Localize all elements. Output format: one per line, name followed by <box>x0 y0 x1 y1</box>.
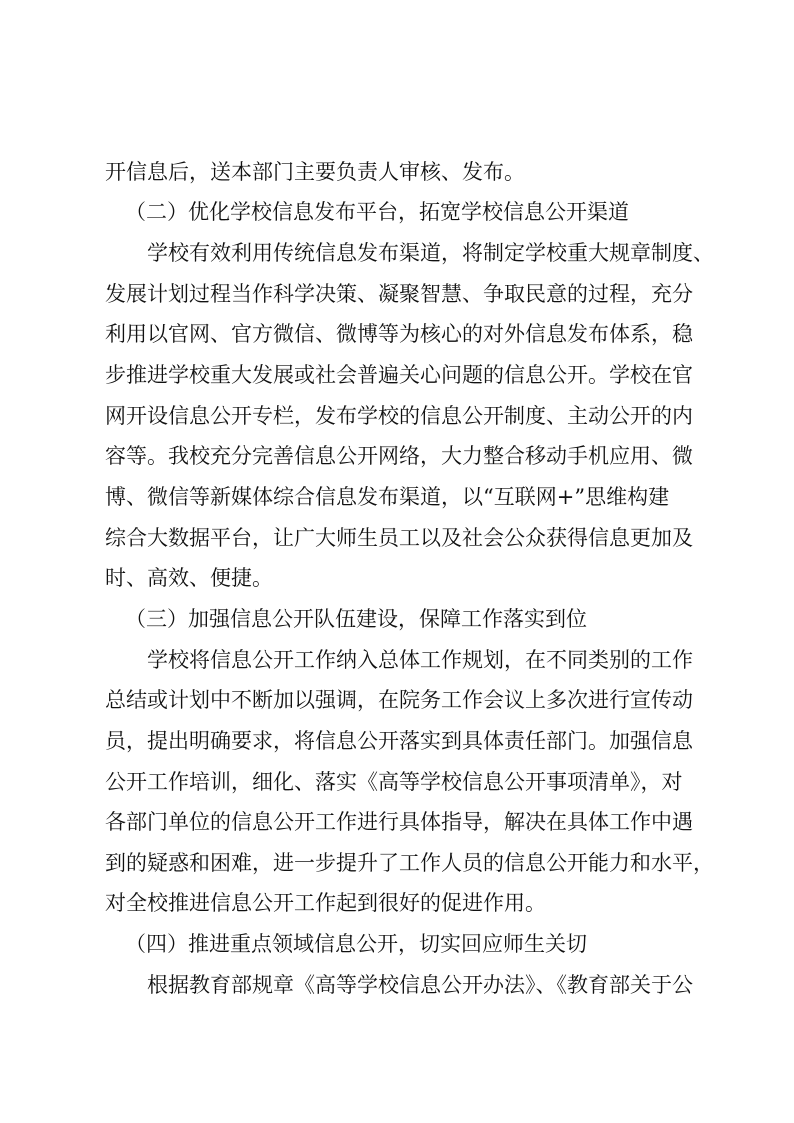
paragraph-line: 网开设信息公开专栏，发布学校的信息公开制度、主动公开的内 <box>105 404 693 428</box>
section-heading-4: （四）推进重点领域信息公开，切实回应师生关切 <box>125 932 587 956</box>
section-heading-2: （二）优化学校信息发布平台，拓宽学校信息公开渠道 <box>125 200 629 224</box>
paragraph-line: 综合大数据平台，让广大师生员工以及社会公众获得信息更加及 <box>105 526 693 550</box>
paragraph-line: 公开工作培训，细化、落实《高等学校信息公开事项清单》，对 <box>105 770 683 794</box>
paragraph-line: 学校将信息公开工作纳入总体工作规划，在不同类别的工作 <box>147 648 693 672</box>
paragraph-line: 发展计划过程当作科学决策、凝聚智慧、争取民意的过程，充分 <box>105 282 693 306</box>
section-heading-3: （三）加强信息公开队伍建设，保障工作落实到位 <box>125 607 587 631</box>
paragraph-line: 对全校推进信息公开工作起到很好的促进作用。 <box>105 891 546 915</box>
paragraph-line: 总结或计划中不断加以强调，在院务工作会议上多次进行宣传动 <box>105 688 693 712</box>
paragraph-line: 各部门单位的信息公开工作进行具体指导，解决在具体工作中遇 <box>105 810 693 834</box>
paragraph-line: 步推进学校重大发展或社会普遍关心问题的信息公开。学校在官 <box>105 363 693 387</box>
paragraph-line: 员，提出明确要求，将信息公开落实到具体责任部门。加强信息 <box>105 729 693 753</box>
paragraph-line: 开信息后，送本部门主要负责人审核、发布。 <box>105 160 525 184</box>
paragraph-line: 学校有效利用传统信息发布渠道，将制定学校重大规章制度、 <box>147 241 714 265</box>
paragraph-line: 容等。我校充分完善信息公开网络，大力整合移动手机应用、微 <box>105 444 693 468</box>
paragraph-line: 博、微信等新媒体综合信息发布渠道，以“互联网+”思维构建 <box>105 485 670 509</box>
paragraph-line: 根据教育部规章《高等学校信息公开办法》、《教育部关于公 <box>147 973 693 997</box>
paragraph-line: 到的疑惑和困难，进一步提升了工作人员的信息公开能力和水平， <box>105 851 714 875</box>
paragraph-line: 利用以官网、官方微信、微博等为核心的对外信息发布体系，稳 <box>105 322 693 346</box>
paragraph-line: 时、高效、便捷。 <box>105 566 273 590</box>
